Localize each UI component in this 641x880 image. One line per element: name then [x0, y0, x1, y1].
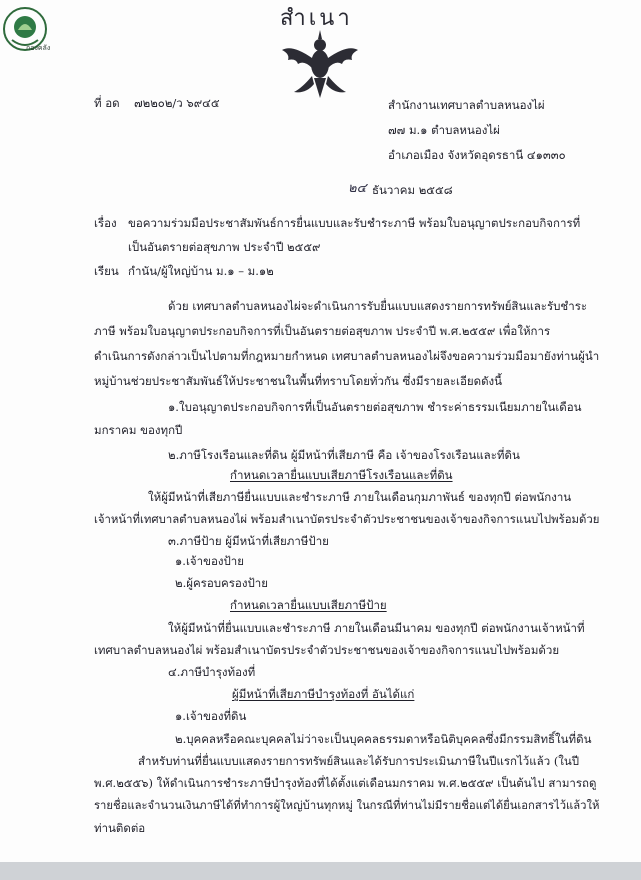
- office-district: อำเภอเมือง จังหวัดอุดรธานี ๔๑๓๓๐: [388, 148, 566, 162]
- copy-seal-text: สำเนา: [280, 6, 353, 31]
- body-line: ดำเนินการดังกล่าวเป็นไปตามที่กฎหมายกำหนด เทศบาลตำบลหนองไผ่จึงขอความร่วมมือมายังท่านผู้นำ: [94, 349, 600, 363]
- body-line: ให้ผู้มีหน้าที่เสียภาษียื่นแบบและชำระภาษี ภายในเดือนกุมภาพันธ์ ของทุกปี ต่อพนักงาน: [148, 490, 572, 504]
- office-stamp-logo: [2, 6, 51, 52]
- body-line: ด้วย เทศบาลตำบลหนองไผ่จะดำเนินการรับยื่นแบบแสดงรายการทรัพย์สินและรับชำระ: [168, 299, 588, 313]
- body-line: เจ้าหน้าที่เทศบาลตำบลหนองไผ่ พร้อมสำเนาบัตรประจำตัวประชาชนของเจ้าของกิจการแนบไปพร้อมด้วย: [94, 512, 600, 526]
- body-line: ๑.เจ้าของป้าย: [175, 554, 244, 568]
- office-address: ๗๗ ม.๑ ตำบลหนองไผ่: [388, 123, 500, 137]
- body-line: ภาษี พร้อมใบอนุญาตประกอบกิจการที่เป็นอันตรายต่อสุขภาพ ประจำปี พ.ศ.๒๕๕๙ เพื่อให้การ: [94, 324, 551, 338]
- office-name: สำนักงานเทศบาลตำบลหนองไผ่: [388, 98, 545, 112]
- section-heading: กำหนดเวลายื่นแบบเสียภาษีโรงเรือนและที่ดิน: [230, 468, 453, 482]
- body-line: ๔.ภาษีบำรุงท้องที่: [168, 665, 256, 679]
- subject-line-2: เป็นอันตรายต่อสุขภาพ ประจำปี ๒๕๕๙: [128, 240, 321, 254]
- doc-number-label: ที่ อด: [94, 96, 120, 110]
- body-line: รายชื่อและจำนวนเงินภาษีได้ที่ทำการผู้ใหญ่บ้านทุกหมู่ ในกรณีที่ท่านไม่มีรายชื่อแต่ได้ยื่นเอกสารไว้แล้วให้: [94, 799, 600, 812]
- scan-edge: [0, 862, 641, 880]
- date-day: ๒๔: [348, 181, 367, 196]
- body-line: สำหรับท่านที่ยื่นแบบแสดงรายการทรัพย์สินและได้รับการประเมินภาษีในปีแรกไว้แล้ว (ในปี: [138, 754, 580, 768]
- body-line: เทศบาลตำบลหนองไผ่ พร้อมสำเนาบัตรประจำตัวประชาชนของเจ้าของกิจการแนบไปพร้อมด้วย: [94, 643, 560, 657]
- body-line: ๒.บุคคลหรือคณะบุคคลไม่ว่าจะเป็นบุคคลธรรมดาหรือนิติบุคคลซึ่งมีกรรมสิทธิ์ในที่ดิน: [175, 732, 592, 746]
- section-heading: กำหนดเวลายื่นแบบเสียภาษีป้าย: [230, 598, 387, 612]
- stamp-label: กองคลัง: [26, 44, 51, 52]
- subject-line-1: ขอความร่วมมือประชาสัมพันธ์การยื่นแบบและรับชำระภาษี พร้อมใบอนุญาตประกอบกิจการที่: [128, 216, 581, 230]
- doc-number: ๗๒๒๐๒/ว ๖๙๔๕: [134, 96, 220, 110]
- date-month-year: ธันวาคม ๒๕๕๘: [372, 183, 453, 197]
- recipient-label: เรียน: [94, 264, 119, 278]
- body-line: ๒.ผู้ครอบครองป้าย: [175, 576, 268, 590]
- section-heading: ผู้มีหน้าที่เสียภาษีบำรุงท้องที่ อันได้แก่: [232, 687, 415, 701]
- subject-label: เรื่อง: [94, 216, 117, 230]
- body-line: ๑.ใบอนุญาตประกอบกิจการที่เป็นอันตรายต่อสุขภาพ ชำระค่าธรรมเนียมภายในเดือน: [168, 400, 582, 414]
- body-line: ให้ผู้มีหน้าที่ยื่นแบบและชำระภาษี ภายในเดือนมีนาคม ของทุกปี ต่อพนักงานเจ้าหน้าที่: [168, 621, 585, 635]
- body-line: หมู่บ้านช่วยประชาสัมพันธ์ให้ประชาชนในพื้นที่ทราบโดยทั่วกัน ซึ่งมีรายละเอียดดังนี้: [94, 374, 503, 388]
- recipient-value: กำนัน/ผู้ใหญ่บ้าน ม.๑ – ม.๑๒: [128, 264, 274, 278]
- body-line: ๑.เจ้าของที่ดิน: [175, 709, 247, 723]
- body-line: ๓.ภาษีป้าย ผู้มีหน้าที่เสียภาษีป้าย: [168, 534, 329, 548]
- body-line: ๒.ภาษีโรงเรือนและที่ดิน ผู้มีหน้าที่เสียภาษี คือ เจ้าของโรงเรือนและที่ดิน: [168, 448, 520, 462]
- garuda-emblem: [268, 6, 372, 102]
- body-line: ท่านติดต่อ: [94, 821, 146, 835]
- body-line: พ.ศ.๒๕๕๖) ให้ดำเนินการชำระภาษีบำรุงท้องที่ได้ตั้งแต่เดือนมกราคม พ.ศ.๒๕๕๙ เป็นต้นไป สามารถดู: [94, 776, 597, 790]
- body-line: มกราคม ของทุกปี: [94, 423, 183, 437]
